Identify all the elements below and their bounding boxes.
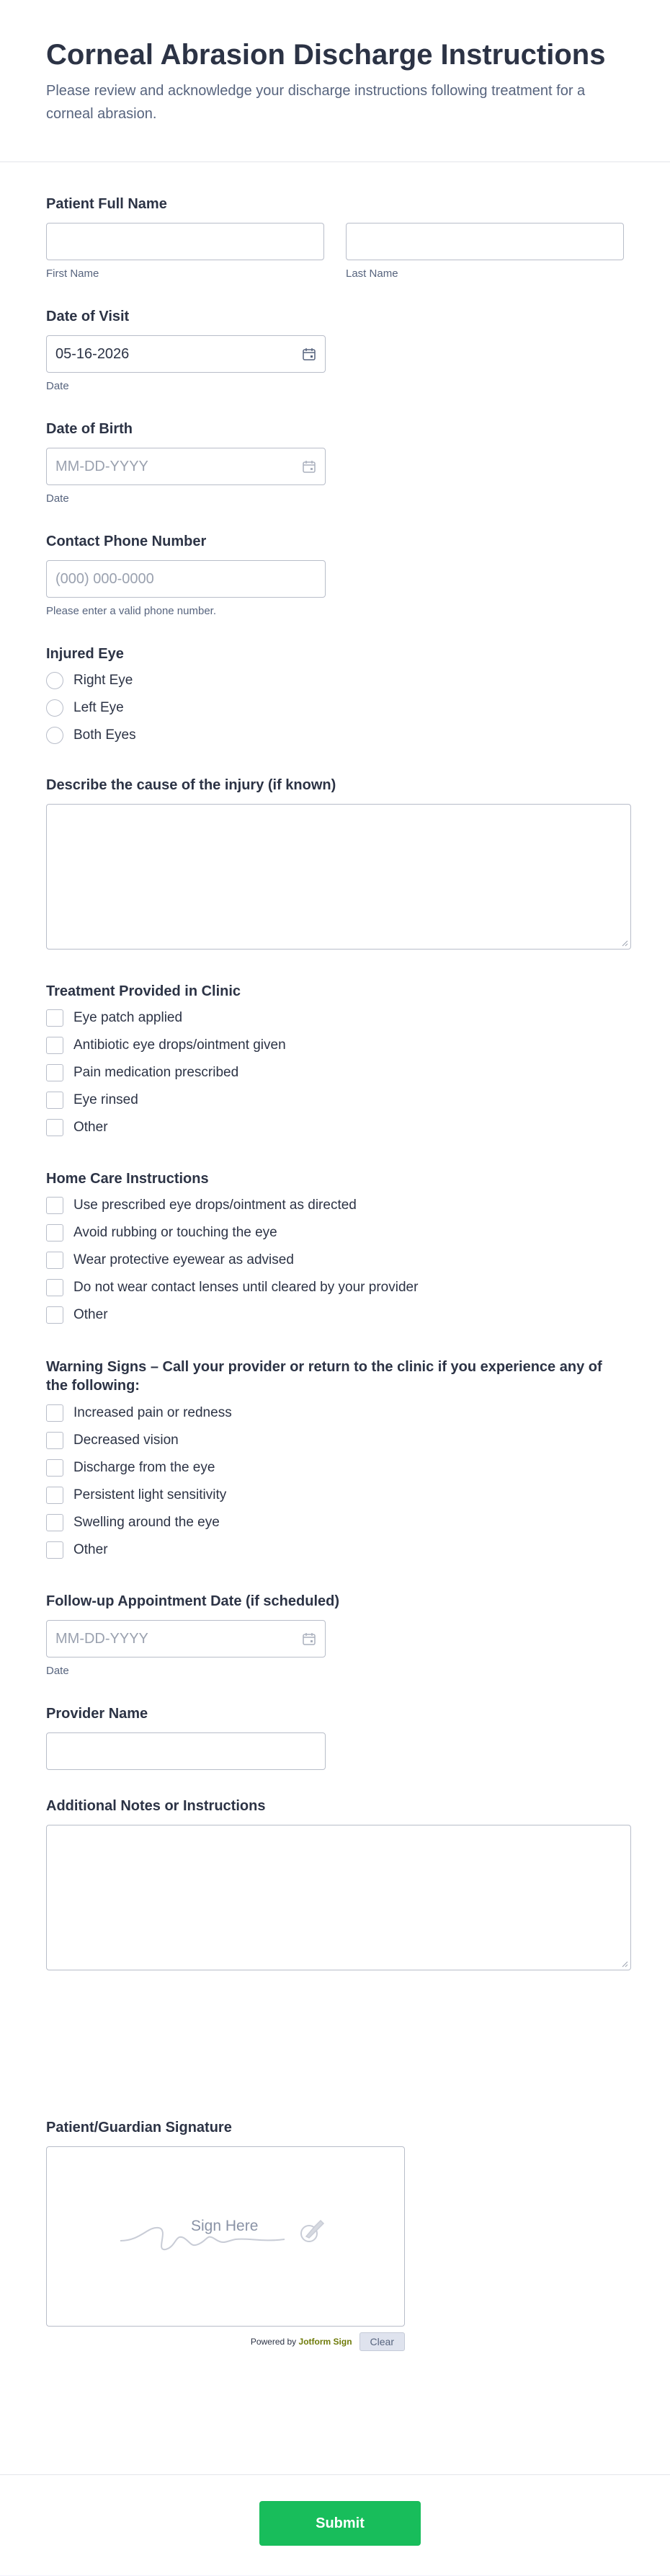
- checkbox[interactable]: [46, 1197, 63, 1214]
- notes-textarea[interactable]: [46, 1825, 631, 1970]
- date-of-visit-label: Date of Visit: [46, 309, 130, 324]
- treatment-option[interactable]: [46, 1114, 624, 1141]
- checkbox[interactable]: [46, 1404, 63, 1422]
- radio-button[interactable]: [46, 699, 63, 717]
- option-label: Left Eye: [73, 700, 124, 715]
- phone-label: Contact Phone Number: [46, 534, 207, 549]
- followup-label: Follow-up Appointment Date (if scheduled): [46, 1593, 340, 1609]
- phone-input[interactable]: (000) 000-0000: [46, 560, 326, 598]
- first-name-sublabel: First Name: [46, 267, 99, 280]
- powered-by-text: Powered by Jotform Sign: [250, 2337, 352, 2347]
- home-care-field: [46, 1170, 624, 1329]
- treatment-option[interactable]: [46, 1059, 624, 1086]
- clear-signature-button[interactable]: Clear: [359, 2332, 405, 2351]
- checkbox[interactable]: [46, 1514, 63, 1531]
- option-label: Antibiotic eye drops/ointment given: [73, 1037, 286, 1053]
- submit-button[interactable]: Submit: [259, 2501, 421, 2546]
- resize-grip-icon[interactable]: [621, 939, 628, 947]
- option-label: Eye patch applied: [73, 1010, 183, 1025]
- cause-label: Describe the cause of the injury (if known): [46, 777, 336, 793]
- injured-eye-label: Injured Eye: [46, 646, 124, 662]
- treatment-option[interactable]: [46, 1032, 624, 1059]
- phone-sublabel: Please enter a valid phone number.: [46, 605, 216, 617]
- home-care-option[interactable]: [46, 1192, 624, 1219]
- injured-eye-option[interactable]: [46, 694, 624, 722]
- treatment-option[interactable]: [46, 1086, 624, 1114]
- option-label: Other: [73, 1542, 108, 1557]
- date-of-visit-value: 05-16-2026: [55, 346, 130, 362]
- checkbox[interactable]: [46, 1279, 63, 1296]
- checkbox[interactable]: [46, 1432, 63, 1449]
- option-label: Right Eye: [73, 673, 133, 688]
- followup-field: [46, 1593, 624, 1678]
- last-name-col: [346, 223, 624, 280]
- first-name-col: [46, 223, 324, 280]
- signature-footer: [46, 2332, 405, 2351]
- date-of-visit-sublabel: Date: [46, 380, 69, 392]
- checkbox[interactable]: [46, 1459, 63, 1477]
- option-label: Other: [73, 1120, 108, 1135]
- option-label: Eye rinsed: [73, 1092, 138, 1107]
- treatment-label: Treatment Provided in Clinic: [46, 983, 241, 999]
- notes-field: [46, 1797, 624, 1970]
- treatment-field: [46, 983, 624, 1141]
- signature-placeholder: Sign Here: [191, 2218, 259, 2234]
- provider-input[interactable]: [46, 1732, 326, 1770]
- followup-date-placeholder: MM-DD-YYYY: [55, 1631, 148, 1647]
- checkbox[interactable]: [46, 1064, 63, 1081]
- warning-field: [46, 1358, 624, 1564]
- option-label: Decreased vision: [73, 1433, 179, 1448]
- date-of-birth-sublabel: Date: [46, 492, 69, 505]
- date-of-visit-field: [46, 308, 624, 393]
- option-label: Pain medication prescribed: [73, 1065, 239, 1080]
- option-label: Do not wear contact lenses until cleared by your provider: [73, 1280, 419, 1295]
- followup-sublabel: Date: [46, 1665, 69, 1677]
- warning-option[interactable]: [46, 1536, 624, 1564]
- home-care-option[interactable]: [46, 1219, 624, 1247]
- option-label: Both Eyes: [73, 727, 136, 743]
- checkbox[interactable]: [46, 1306, 63, 1324]
- date-of-visit-input[interactable]: [46, 335, 326, 373]
- calendar-icon[interactable]: [302, 459, 316, 474]
- date-of-birth-placeholder: MM-DD-YYYY: [55, 459, 148, 474]
- option-label: Use prescribed eye drops/ointment as directed: [73, 1198, 357, 1213]
- checkbox[interactable]: [46, 1487, 63, 1504]
- warning-option[interactable]: [46, 1454, 624, 1482]
- date-of-birth-input[interactable]: [46, 448, 326, 485]
- warning-option[interactable]: [46, 1399, 624, 1427]
- resize-grip-icon[interactable]: [621, 1960, 628, 1968]
- last-name-input[interactable]: [346, 223, 624, 260]
- treatment-option[interactable]: [46, 1004, 624, 1032]
- phone-field: [46, 533, 624, 618]
- warning-option[interactable]: [46, 1482, 624, 1509]
- calendar-icon[interactable]: [302, 1632, 316, 1646]
- form-header: [0, 0, 670, 162]
- last-name-sublabel: Last Name: [346, 267, 398, 280]
- checkbox[interactable]: [46, 1119, 63, 1136]
- radio-button[interactable]: [46, 672, 63, 689]
- notes-label: Additional Notes or Instructions: [46, 1798, 266, 1814]
- calendar-icon[interactable]: [302, 347, 316, 361]
- option-label: Wear protective eyewear as advised: [73, 1252, 294, 1267]
- date-of-birth-label: Date of Birth: [46, 421, 133, 437]
- radio-button[interactable]: [46, 727, 63, 744]
- checkbox[interactable]: [46, 1541, 63, 1559]
- patient-name-label: Patient Full Name: [46, 196, 167, 212]
- checkbox[interactable]: [46, 1092, 63, 1109]
- home-care-label: Home Care Instructions: [46, 1171, 209, 1187]
- provider-field: [46, 1705, 624, 1770]
- home-care-option[interactable]: [46, 1301, 624, 1329]
- patient-name-row: [46, 223, 624, 280]
- jotform-sign-brand: Jotform Sign: [298, 2337, 352, 2347]
- checkbox[interactable]: [46, 1224, 63, 1241]
- home-care-option[interactable]: [46, 1274, 624, 1301]
- option-label: Persistent light sensitivity: [73, 1487, 227, 1502]
- checkbox[interactable]: [46, 1009, 63, 1027]
- injured-eye-option[interactable]: [46, 667, 624, 694]
- checkbox[interactable]: [46, 1252, 63, 1269]
- form-body: [0, 162, 670, 2351]
- form-title: Corneal Abrasion Discharge Instructions: [46, 39, 606, 71]
- cause-textarea[interactable]: [46, 804, 631, 950]
- pen-icon: [298, 2218, 326, 2247]
- injured-eye-field: [46, 645, 624, 749]
- form-footer: [0, 2474, 670, 2576]
- checkbox[interactable]: [46, 1037, 63, 1054]
- signature-field: [46, 2119, 624, 2351]
- injured-eye-option[interactable]: [46, 722, 624, 749]
- cause-field: [46, 776, 624, 950]
- home-care-option[interactable]: [46, 1247, 624, 1274]
- signature-pad[interactable]: [46, 2146, 405, 2327]
- followup-date-input[interactable]: [46, 1620, 326, 1657]
- first-name-input[interactable]: [46, 223, 324, 260]
- option-label: Increased pain or redness: [73, 1405, 232, 1420]
- signature-label: Patient/Guardian Signature: [46, 2120, 232, 2135]
- patient-name-field: [46, 195, 624, 280]
- warning-option[interactable]: [46, 1509, 624, 1536]
- option-label: Avoid rubbing or touching the eye: [73, 1225, 277, 1240]
- form-subtitle: Please review and acknowledge your discharge instructions following treatment for a corneal abrasion.: [46, 83, 586, 122]
- option-label: Discharge from the eye: [73, 1460, 215, 1475]
- date-of-birth-field: [46, 420, 624, 505]
- option-label: Other: [73, 1307, 108, 1322]
- warning-option[interactable]: [46, 1427, 624, 1454]
- option-label: Swelling around the eye: [73, 1515, 220, 1530]
- warning-label: Warning Signs – Call your provider or return to the clinic if you experience any of the following:: [46, 1359, 602, 1394]
- provider-label: Provider Name: [46, 1706, 148, 1722]
